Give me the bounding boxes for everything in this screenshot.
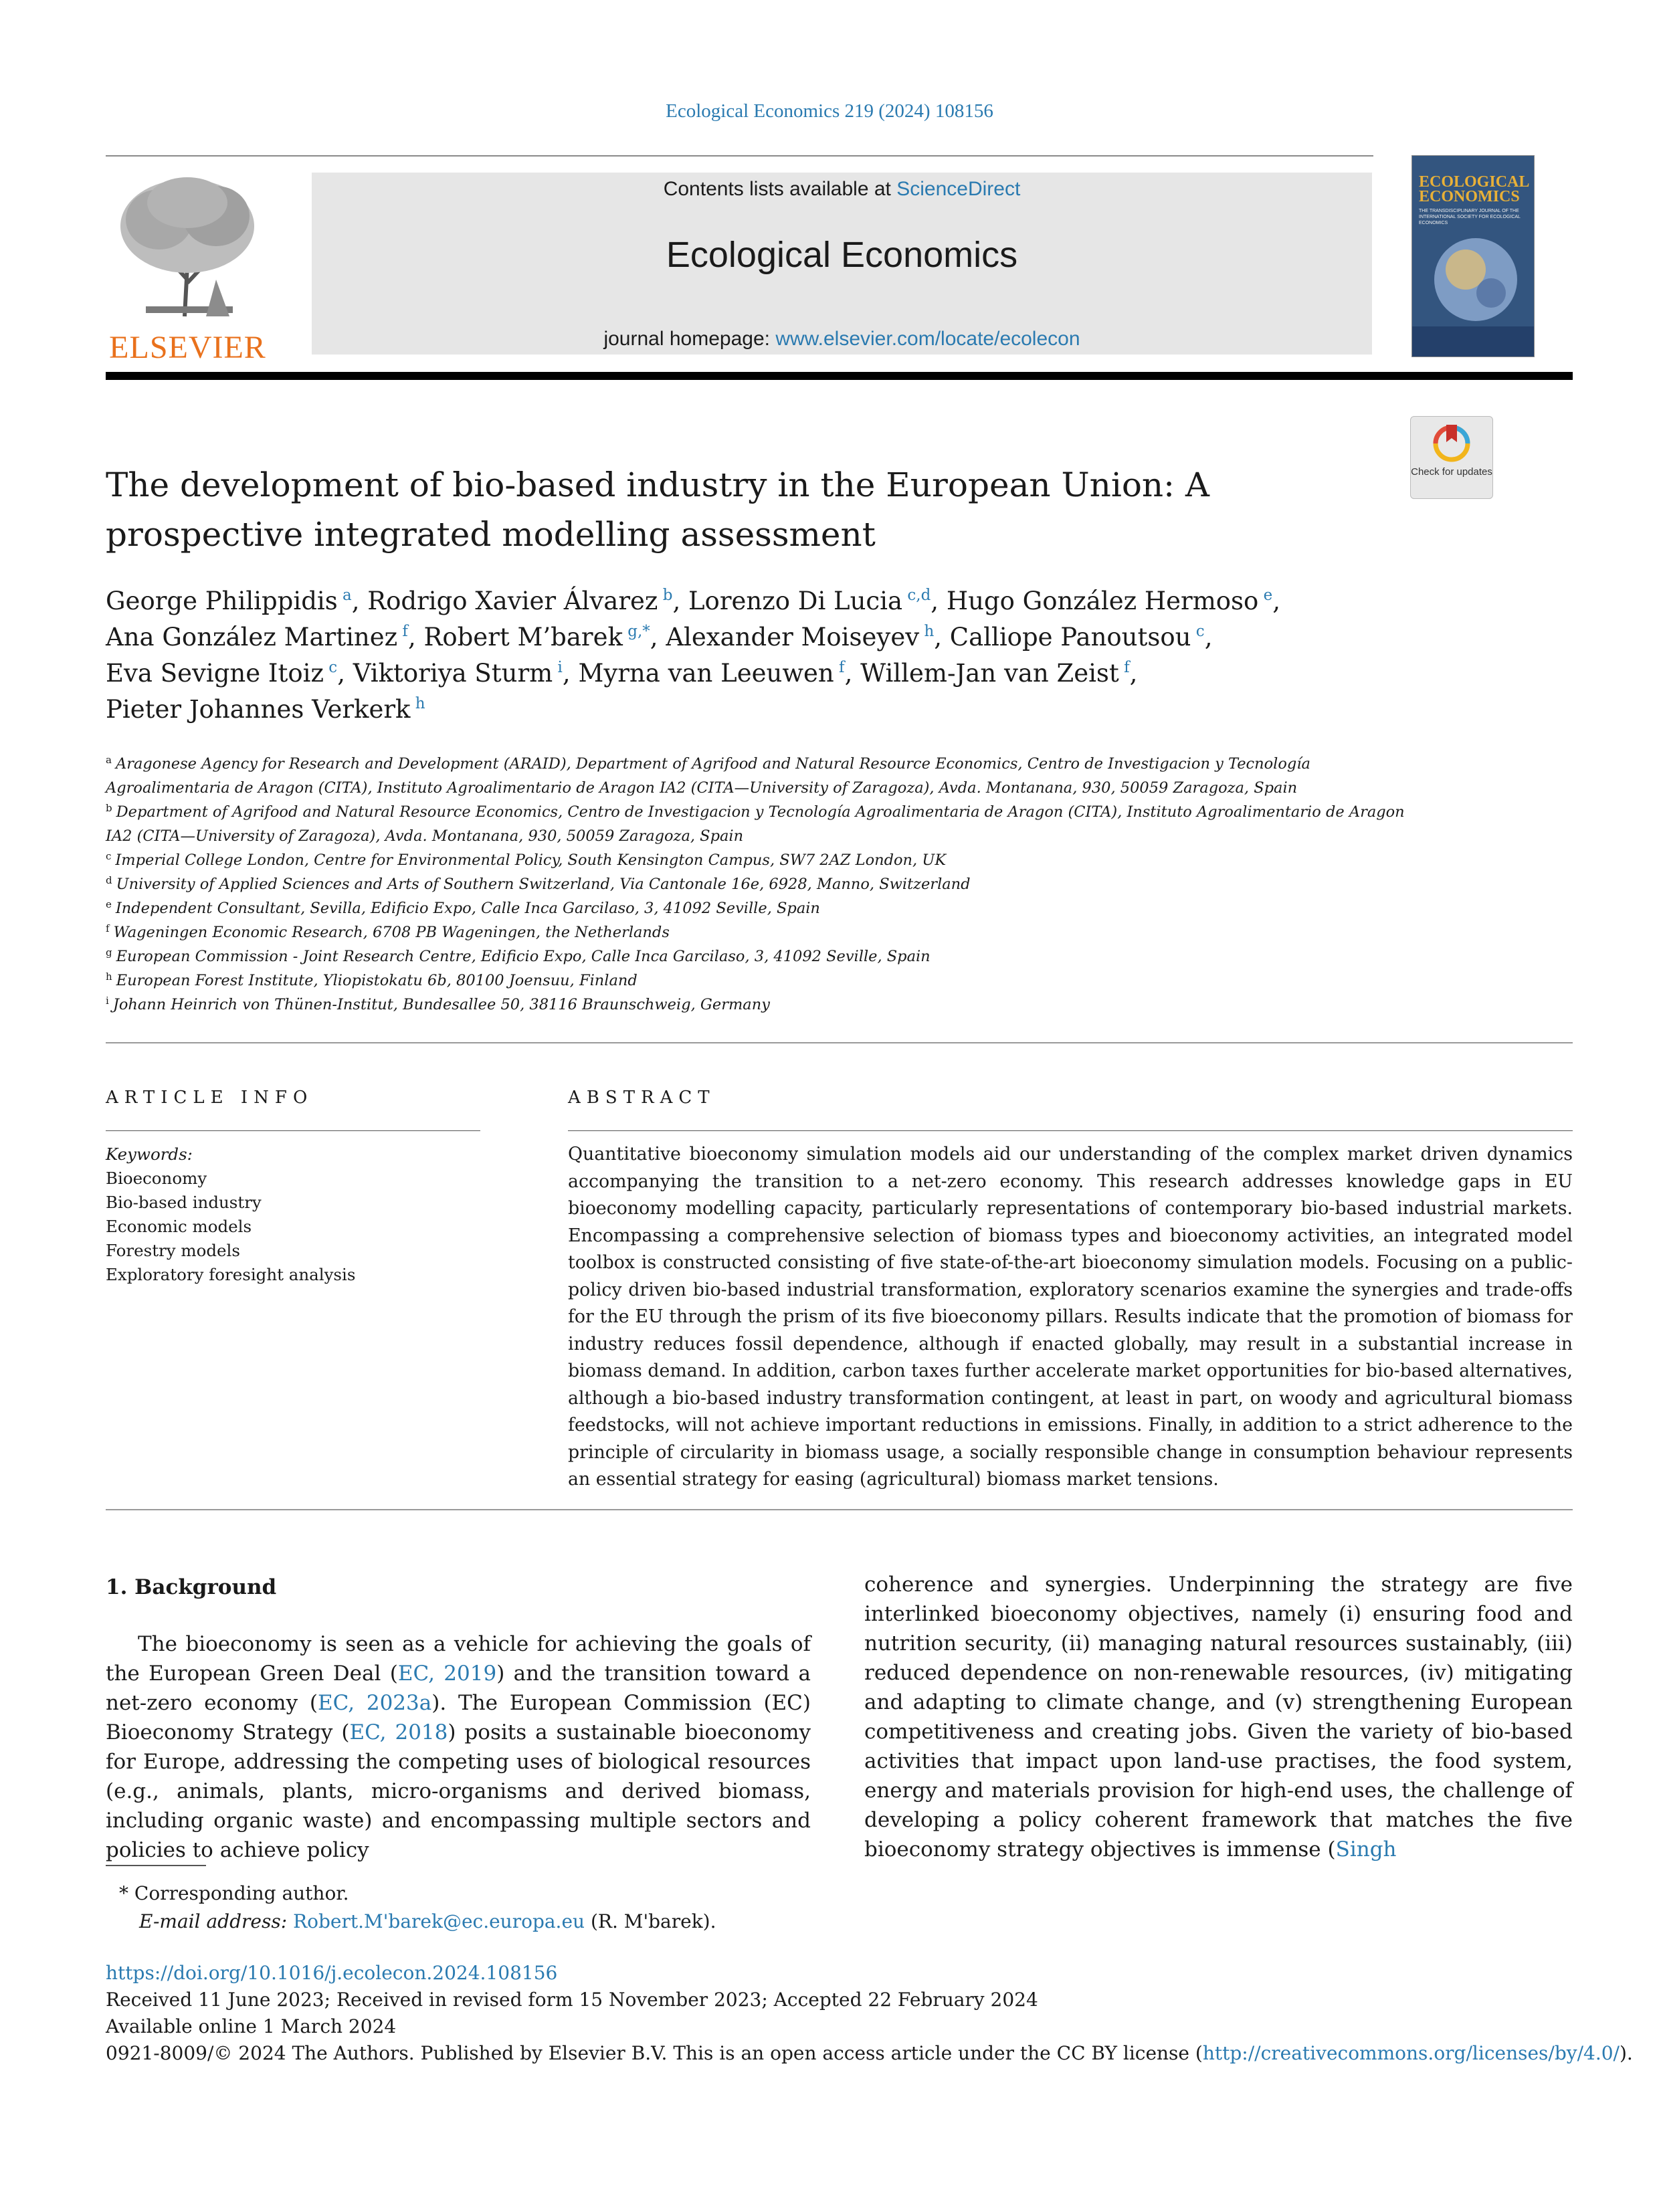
section-heading-background: 1. Background	[106, 1575, 277, 1599]
affiliation-item	[106, 896, 1564, 920]
body-column-left: The bioeconomy is seen as a vehicle for achieving the goals of the European Green Deal (EC, 2019) and the transition toward a net-zero economy (EC, 2023a). The European Commission (EC) Bioeconomy Strategy (EC, 2018) posits a sustainable bioeconomy for Europe, addressing the competing uses of biological resources (e.g., animals, plants, micro-organisms and derived biomass, including organic waste) and encompassing multiple sectors and policies to achieve policy	[106, 1632, 811, 1862]
keyword-item: Forestry models	[106, 1241, 240, 1260]
corresponding-author-note: * Corresponding author.	[119, 1882, 349, 1904]
license-link[interactable]: http://creativecommons.org/licenses/by/4.0/	[1202, 2042, 1620, 2064]
author-separator: ,	[407, 623, 424, 651]
contents-line	[312, 178, 1372, 201]
body-column-right: coherence and synergies. Underpinning the strategy are five interlinked bioeconomy objectives, namely (i) ensuring food and nutrition security, (ii) managing natural resources sustainably, (iii) reduced dependence on non-renewable resources, (iv) mitigating and adapting to climate change, and (v) strengthening European competitiveness and creating jobs. Given the variety of bio-based activities that impact upon land-use practises, the food system, energy and materials provision for high-end uses, the challenge of developing a policy coherent framework that matches the five bioeconomy strategy objectives is immense (Singh	[864, 1573, 1573, 1862]
affiliation-text: European Forest Institute, Yliopistokatu 6b, 80100 Joensuu, Finland	[116, 972, 638, 989]
affiliation-text: IA2 (CITA—University of Zaragoza), Avda. Montanana, 930, 50059 Zaragoza, Spain	[106, 827, 744, 845]
journal-name: Ecological Economics	[666, 235, 1018, 275]
author-separator: ,	[1204, 623, 1213, 651]
available-online: Available online 1 March 2024	[106, 2015, 397, 2037]
affiliation-label: h	[106, 971, 112, 983]
affiliation-label: a	[106, 754, 112, 766]
author-name[interactable]: George Philippidis	[106, 587, 338, 615]
affiliation-text: University of Applied Sciences and Arts of Southern Switzerland, Via Cantonale 16e, 6928, Manno, Switzerland	[116, 876, 971, 893]
affiliation-text: Independent Consultant, Sevilla, Edificio Expo, Calle Inca Garcilaso, 3, 41092 Seville, Spain	[115, 900, 820, 917]
contents-prefix: Contents lists available at	[663, 178, 897, 200]
author-affiliation-marker[interactable]: h	[410, 695, 425, 712]
journal-citation[interactable]: Ecological Economics 219 (2024) 108156	[666, 100, 993, 122]
publication-info	[106, 1960, 1633, 2067]
author-name[interactable]: Ana González Martinez	[106, 623, 398, 651]
abstract-divider	[568, 1130, 1573, 1131]
author-list	[106, 583, 1544, 728]
affiliation-item	[106, 776, 1564, 800]
author-name[interactable]: Willem-Jan van Zeist	[860, 659, 1119, 688]
homepage-prefix: journal homepage:	[603, 328, 776, 350]
author-separator: ,	[934, 623, 950, 651]
check-for-updates-button[interactable]	[1410, 416, 1493, 499]
affiliation-label: d	[106, 874, 112, 886]
homepage-line	[312, 328, 1372, 350]
author-affiliation-marker[interactable]: a	[337, 587, 352, 604]
keyword-item: Bioeconomy	[106, 1169, 207, 1188]
check-for-updates-label: Check for updates	[1411, 466, 1492, 478]
citation-link[interactable]: EC, 2018	[349, 1720, 448, 1744]
author-separator: ,	[351, 587, 368, 615]
author-name[interactable]: Pieter Johannes Verkerk	[106, 695, 411, 724]
cover-subtitle: THE TRANSDISCIPLINARY JOURNAL OF THE INTERNATIONAL SOCIETY FOR ECOLOGICAL ECONOMICS	[1419, 209, 1521, 225]
citation-link[interactable]: EC, 2023a	[317, 1691, 432, 1715]
keywords-list	[106, 1167, 574, 1287]
email-link[interactable]: Robert.M'barek@ec.europa.eu	[293, 1910, 585, 1932]
author-affiliation-marker[interactable]: c	[323, 659, 338, 676]
author-affiliation-marker[interactable]: h	[919, 623, 935, 640]
cover-title: ECOLOGICAL ECONOMICS	[1419, 173, 1530, 205]
abstract-text: Quantitative bioeconomy simulation models aid our understanding of the complex market driven dynamics accompanying the transition to a net-zero economy. This research addresses knowledge gaps in EU bioeconomy modelling capacity, particularly representations of contemporary bio-based industrial markets. Encompassing a comprehensive selection of biomass types and bioeconomy activities, an integrated model toolbox is constructed consisting of five state-of-the-art bioeconomy simulation models. Focusing on a public-policy driven bio-based industrial transformation, exploratory scenarios examine the synergies and trade-offs for the EU through the prism of its five bioeconomy pillars. Results indicate that the promotion of biomass for industry reduces fossil dependence, although if enacted globally, may result in a substantial increase in biomass demand. In addition, carbon taxes further accelerate market opportunities for bio-based alternatives, although a bio-based industry transformation contingent, at least in part, on woody and agricultural biomass feedstocks, will not achieve important reductions in emissions. Finally, in addition to a strict adherence to the principle of circularity in biomass usage, a socially responsible change in consumption behaviour represents an essential strategy for easing (agricultural) biomass market tensions.	[568, 1144, 1573, 1490]
author-name[interactable]: Alexander Moiseyev	[666, 623, 920, 651]
author-separator: ,	[337, 659, 353, 688]
author-affiliation-marker[interactable]: f	[1118, 659, 1130, 676]
journal-header-band	[312, 173, 1372, 355]
author-affiliation-marker[interactable]: i	[553, 659, 563, 676]
author-name[interactable]: Lorenzo Di Lucia	[688, 587, 903, 615]
publisher-name: ELSEVIER	[109, 330, 266, 365]
article-title: The development of bio-based industry in the European Union: A prospective integrated modelling assessment	[106, 466, 1209, 554]
author-name[interactable]: Viktoriya Sturm	[353, 659, 553, 688]
author-name[interactable]: Myrna van Leeuwen	[578, 659, 834, 688]
email-line: E-mail address: Robert.M'barek@ec.europa.eu (R. M'barek).	[139, 1910, 716, 1932]
affiliation-label: c	[106, 850, 112, 862]
citation-link[interactable]: EC, 2019	[397, 1662, 497, 1686]
author-name[interactable]: Robert M’barek	[423, 623, 623, 651]
keyword-item: Economic models	[106, 1217, 252, 1236]
affiliation-item	[106, 993, 1564, 1017]
citation-link[interactable]: Singh	[1335, 1837, 1397, 1862]
top-divider	[106, 155, 1373, 157]
author-affiliation-marker[interactable]: c	[1191, 623, 1205, 640]
author-affiliation-marker[interactable]: g,*	[622, 623, 650, 640]
abstract-heading: ABSTRACT	[568, 1088, 716, 1108]
affiliation-item	[106, 944, 1564, 969]
keywords-block	[106, 1142, 574, 1287]
affiliation-divider	[106, 1042, 1573, 1043]
author-affiliation-marker[interactable]: b	[658, 587, 673, 604]
affiliation-label: i	[106, 995, 109, 1007]
affiliation-text: Aragonese Agency for Research and Development (ARAID), Department of Agrifood and Natural Resource Economics, Centro de Investigacion y Tecnología	[115, 755, 1310, 773]
author-name[interactable]: Eva Sevigne Itoiz	[106, 659, 324, 688]
author-separator: ,	[1272, 587, 1281, 615]
keyword-item: Exploratory foresight analysis	[106, 1265, 356, 1284]
affiliation-item	[106, 752, 1564, 776]
affiliation-text: Johann Heinrich von Thünen-Institut, Bundesallee 50, 38116 Braunschweig, Germany	[112, 996, 770, 1013]
affiliation-item	[106, 920, 1564, 944]
affiliation-item	[106, 800, 1564, 824]
affiliation-label: b	[106, 802, 112, 814]
license-line: 0921-8009/© 2024 The Authors. Published by Elsevier B.V. This is an open access article under the CC BY license (http://creativecommons.org/licenses/by/4.0/).	[106, 2042, 1633, 2064]
affiliation-text: Department of Agrifood and Natural Resource Economics, Centro de Investigacion y Tecnología Agroalimentaria de Aragon (CITA), Instituto Agroalimentario de Aragon	[116, 803, 1405, 821]
footnote-divider	[106, 1865, 206, 1866]
header-thick-divider	[106, 372, 1573, 380]
author-affiliation-marker[interactable]: f	[834, 659, 845, 676]
author-separator: ,	[931, 587, 947, 615]
affiliation-text: Wageningen Economic Research, 6708 PB Wageningen, the Netherlands	[113, 924, 670, 941]
affiliation-item	[106, 848, 1564, 872]
keyword-item: Bio-based industry	[106, 1193, 262, 1212]
author-affiliation-marker[interactable]: f	[397, 623, 408, 640]
author-separator: ,	[672, 587, 688, 615]
affiliation-item	[106, 824, 1564, 848]
article-info-divider	[106, 1130, 480, 1131]
sciencedirect-link[interactable]: ScienceDirect	[896, 178, 1021, 200]
author-separator: ,	[650, 623, 666, 651]
author-name[interactable]: Rodrigo Xavier Álvarez	[367, 587, 658, 615]
footnote	[119, 1880, 716, 1936]
author-affiliation-marker[interactable]: c,d	[902, 587, 931, 604]
author-affiliation-marker[interactable]: e	[1258, 587, 1273, 604]
affiliation-text: Imperial College London, Centre for Environmental Policy, South Kensington Campus, SW7 2AZ London, UK	[115, 851, 947, 869]
author-separator: ,	[1129, 659, 1138, 688]
abstract-bottom-divider	[106, 1509, 1573, 1510]
affiliation-list	[106, 752, 1564, 1017]
author-name[interactable]: Hugo González Hermoso	[946, 587, 1259, 615]
affiliation-text: Agroalimentaria de Aragon (CITA), Instituto Agroalimentario de Aragon IA2 (CITA—University of Zaragoza), Avda. Montanana, 930, 50059 Zaragoza, Spain	[106, 779, 1298, 797]
author-separator: ,	[844, 659, 861, 688]
author-name[interactable]: Calliope Panoutsou	[949, 623, 1191, 651]
affiliation-text: European Commission - Joint Research Centre, Edificio Expo, Calle Inca Garcilaso, 3, 41092 Seville, Spain	[116, 948, 931, 965]
affiliation-label: e	[106, 898, 112, 910]
journal-cover-thumbnail[interactable]	[1411, 155, 1535, 357]
article-info-heading: ARTICLE INFO	[106, 1088, 314, 1108]
affiliation-label: f	[106, 922, 110, 934]
keywords-label: Keywords:	[106, 1144, 193, 1164]
homepage-link[interactable]: www.elsevier.com/locate/ecolecon	[775, 328, 1080, 350]
author-separator: ,	[562, 659, 579, 688]
affiliation-label: g	[106, 946, 112, 959]
affiliation-item	[106, 872, 1564, 896]
received-dates: Received 11 June 2023; Received in revised form 15 November 2023; Accepted 22 February 2024	[106, 1989, 1038, 2011]
crossmark-icon	[1433, 422, 1470, 464]
doi-link[interactable]: https://doi.org/10.1016/j.ecolecon.2024.108156	[106, 1962, 558, 1984]
affiliation-item	[106, 969, 1564, 993]
